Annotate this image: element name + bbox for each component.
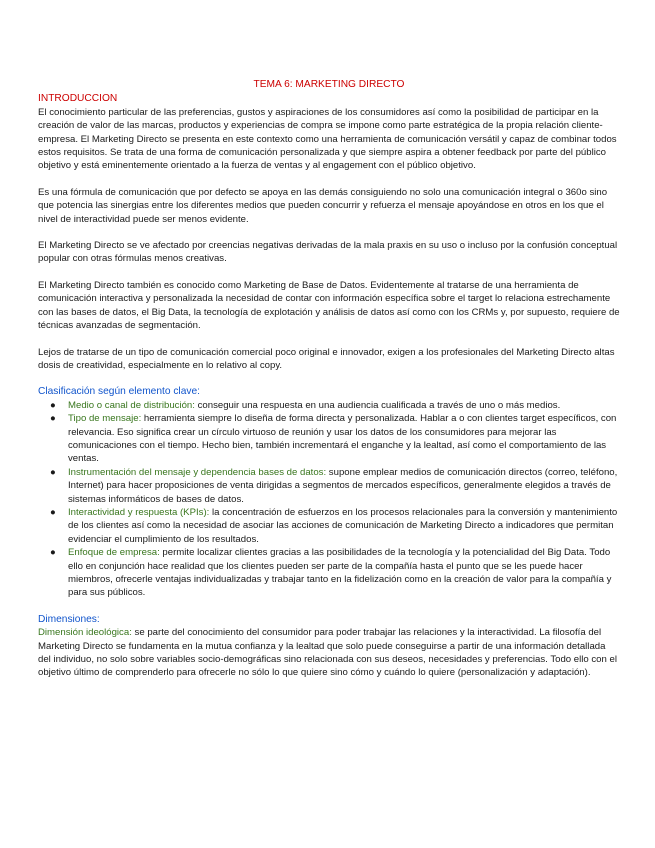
item-term: Instrumentación del mensaje y dependencia bases de datos:: [68, 466, 327, 478]
dimensions-heading: Dimensiones:: [38, 613, 100, 625]
bullet-icon: ●: [50, 413, 56, 425]
intro-paragraph-2: Es una fórmula de comunicación que por defecto se apoya en las demás consiguiendo no solo una comunicación integral o 360o sino que potencia las sinergias entre los diferentes medios que pueden concurrir y refuerza el mensaje apoyándose en otros en los que el nivel de interactividad puede ser menos evidente.: [38, 186, 608, 225]
intro-paragraph-5: Lejos de tratarse de un tipo de comunicación comercial poco original e innovador, exigen a los profesionales del Marketing Directo altas dosis de creatividad, especialmente en lo relativo al copy.: [38, 346, 615, 371]
item-term: Interactividad y respuesta (KPIs):: [68, 506, 210, 518]
item-text: herramienta siempre lo diseña de forma directa y personalizada. Hablar a o con clientes target específicos, con relevancia. Eso significa crear un círculo virtuoso de reunión y usar los datos de los consumidores para mejorar las comunicaciones con el tiempo. Hecho bien, también incrementará el enganche y la lealtad, así como el comportamiento de las ventas.: [68, 413, 617, 465]
list-item: [38, 412, 620, 466]
list-item: [38, 546, 620, 600]
classification-heading: Clasificación según elemento clave:: [38, 386, 200, 398]
item-term: Tipo de mensaje:: [68, 413, 142, 425]
intro-paragraph-1: El conocimiento particular de las preferencias, gustos y aspiraciones de los consumidores así como la posibilidad de participar en la creación de valor de las marcas, productos y experiencias de compra se impone como parte estratégica de la propia relación cliente-empresa. El Marketing Directo se presenta en este contexto como una herramienta de comunicación versátil y capaz de combinar todos estos requisitos. Se trata de una forma de comunicación personalizada y que siempre aspira a obtener feedback por parte del público objetivo y está eminentemente orientado a la fuerza de ventas y al engagement con el público objetivo.: [38, 106, 617, 172]
item-text: permite localizar clientes gracias a las posibilidades de la tecnología y la potencialidad del Big Data. Todo ello en conjunción hace realidad que los clientes pueden ser parte de la compañía hasta el punto que se les puede hacer miembros, ofrecerle ventajas individualizadas y trabajar tanto en la fidelización como en la creación de valor para la compañía y para sus públicos.: [68, 547, 612, 599]
document-page: [38, 78, 620, 680]
item-text: la concentración de esfuerzos en los procesos relacionales para la conversión y mantenimiento de los clientes así como la necesidad de asociar las acciones de comunicación de Marketing Directo a indicadores que permitan evidenciar el cumplimiento de los resultados.: [68, 506, 618, 545]
item-term: Enfoque de empresa:: [68, 547, 160, 559]
classification-list: [38, 399, 620, 600]
list-item: [38, 399, 620, 412]
dimension-text: se parte del conocimiento del consumidor para poder trabajar las relaciones y la interactividad. La filosofía del Marketing Directo se fundamenta en la mutua confianza y la lealtad que solo puede conseguirse a partir de una información detallada del individuo, no solo sobre variables socio-demográficas sino relacionada con sus deseos, necesidades y preferencias. Todo ello con el objetivo último de comprenderlo para ofrecerle no sólo lo que quiere sino cómo y cuándo lo quiere (personalización y adaptación).: [38, 627, 617, 679]
item-text: conseguir una respuesta en una audiencia cualificada a través de uno o más medios.: [194, 399, 561, 411]
bullet-icon: ●: [50, 506, 56, 518]
item-text: supone emplear medios de comunicación directos (correo, teléfono, Internet) para hacer proposiciones de venta dirigidas a segmentos de mercados específicos, generalmente elegidos a través de sistemas informáticos de bases de datos.: [68, 466, 618, 505]
bullet-icon: ●: [50, 466, 56, 478]
item-term: Medio o canal de distribución:: [68, 399, 195, 411]
intro-paragraph-4: El Marketing Directo también es conocido como Marketing de Base de Datos. Evidentemente al tratarse de una herramienta de comunicación interactiva y personalizada la necesidad de contar con información específica sobre el target lo relaciona estrechamente con las bases de datos, el Big Data, la tecnología de explotación y análisis de datos así como con los CRMs y, por supuesto, requiere de técnicas avanzadas de segmentación.: [38, 279, 620, 332]
dimension-ideological: [38, 626, 620, 680]
list-item: [38, 466, 620, 506]
list-item: [38, 506, 620, 546]
bullet-icon: ●: [50, 399, 56, 411]
dimension-term: Dimensión ideológica:: [38, 627, 132, 639]
bullet-icon: ●: [50, 547, 56, 559]
document-title: TEMA 6: MARKETING DIRECTO: [253, 79, 405, 90]
intro-paragraph-3: El Marketing Directo se ve afectado por creencias negativas derivadas de la mala praxis en su uso o incluso por la confusión conceptual popular con otras fórmulas menos creativas.: [38, 240, 618, 265]
intro-heading: INTRODUCCION: [38, 93, 118, 105]
